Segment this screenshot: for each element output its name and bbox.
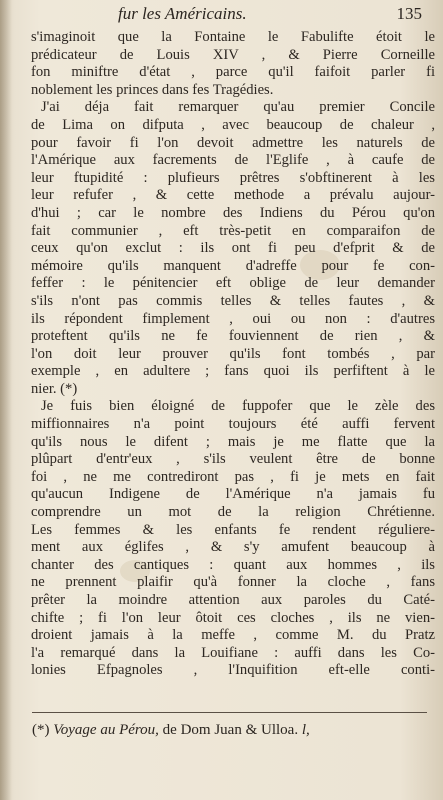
text-line: fait communier , eft très-petit en comparaifon de [31,222,435,239]
footnote-rule [32,712,427,713]
text-line: feffer : le pénitencier eft oblige de leur demander [31,275,435,292]
text-line: noblement les princes dans fes Tragédies. [31,81,274,98]
running-title: fur les Américains. [118,4,247,23]
text-line: ceux qu'on exclut : ils ont fi peu d'efprit & de [31,240,435,257]
text-line: comprendre un mot de la religion Chrétienne. [31,504,435,521]
spine-shadow [0,0,12,800]
text-line: foi , ne me contrediront pas , fi je mets en fait [31,468,435,485]
text-line: leur ftupidité : plufieurs prêtres s'obftinerent à les [31,169,435,186]
text-line: pour favoir fi l'on devoit admettre les naturels de [31,134,435,151]
text-line: leur refufer , & cette methode a prévalu aujour- [31,187,435,204]
running-head [30,4,430,26]
text-line: mémoire qu'ils manquent d'adreffe pour fe con- [31,257,435,274]
footnote-title: Voyage au Pérou, [53,722,159,738]
text-line: de Lima on difputa , avec beaucoup de chaleur , [31,116,435,133]
text-line: l'on doit leur prouver qu'ils font tombés , par [31,345,435,362]
text-line: l'a remarqué dans la Louifiane : auffi dans les Co- [31,644,435,661]
footnote [32,722,402,739]
body-text [31,29,435,680]
page-number: 135 [396,4,422,23]
text-line: nier. (*) [31,380,78,397]
text-line: chanter des cantiques : quant aux hommes , ils [31,556,435,573]
text-line: l'Amérique aux facrements de l'Eglife , à caufe de [31,152,435,169]
text-line: s'imaginoit que la Fontaine le Fabulifte étoit le [31,29,435,45]
text-line: Je fuis bien éloigné de fuppofer que le zèle des [41,398,435,415]
text-line: qu'aucun Indigene de l'Amérique n'a jamais fu [31,486,435,503]
footnote-tail: l, [298,722,310,738]
text-line: plûpart d'entr'eux , s'ils veulent être de bonne [31,451,435,468]
text-line: miffionnaires n'a point toujours été auffi fervent [31,416,435,433]
text-line: ne prennent plaifir qu'à fonner la cloche , fans [31,574,435,591]
text-line: ment aux églifes , & s'y amufent beaucoup à [31,539,435,556]
text-line: Les femmes & les enfants fe rendent réguliere- [31,521,435,538]
text-line: exemple , en adultere ; fans quoi ils perfiftent à le [31,363,435,380]
text-line: droient jamais à la meffe , comme M. du Pratz [31,627,435,644]
text-line: fon miniftre d'état , parce qu'il faifoit parler fi [31,64,435,81]
text-line: ils répondent fimplement , oui ou non : d'autres [31,310,435,327]
text-line: J'ai déja fait remarquer qu'au premier Concile [41,99,435,116]
footnote-mark: (*) [32,722,50,738]
text-line: proteftent qu'ils ne fe fouviennent de rien , & [31,328,435,345]
text-line: chifte ; fi l'on leur ôtoit ces cloches , ils ne vien- [31,609,435,626]
text-line: d'hui ; car le nombre des Indiens du Pérou qu'on [31,204,435,221]
text-line: prédicateur de Louis XIV , & Pierre Corneille [31,46,435,63]
text-line: lonies Efpagnoles , l'Inquifition eft-elle conti- [31,662,435,679]
text-line: qu'ils nous le difent ; mais je me flatte que la [31,433,435,450]
text-line: s'ils n'ont pas commis telles & telles fautes , & [31,292,435,309]
text-line: prêter la moindre attention aux paroles du Caté- [31,592,435,608]
footnote-author: de Dom Juan & Ulloa. [158,722,299,738]
